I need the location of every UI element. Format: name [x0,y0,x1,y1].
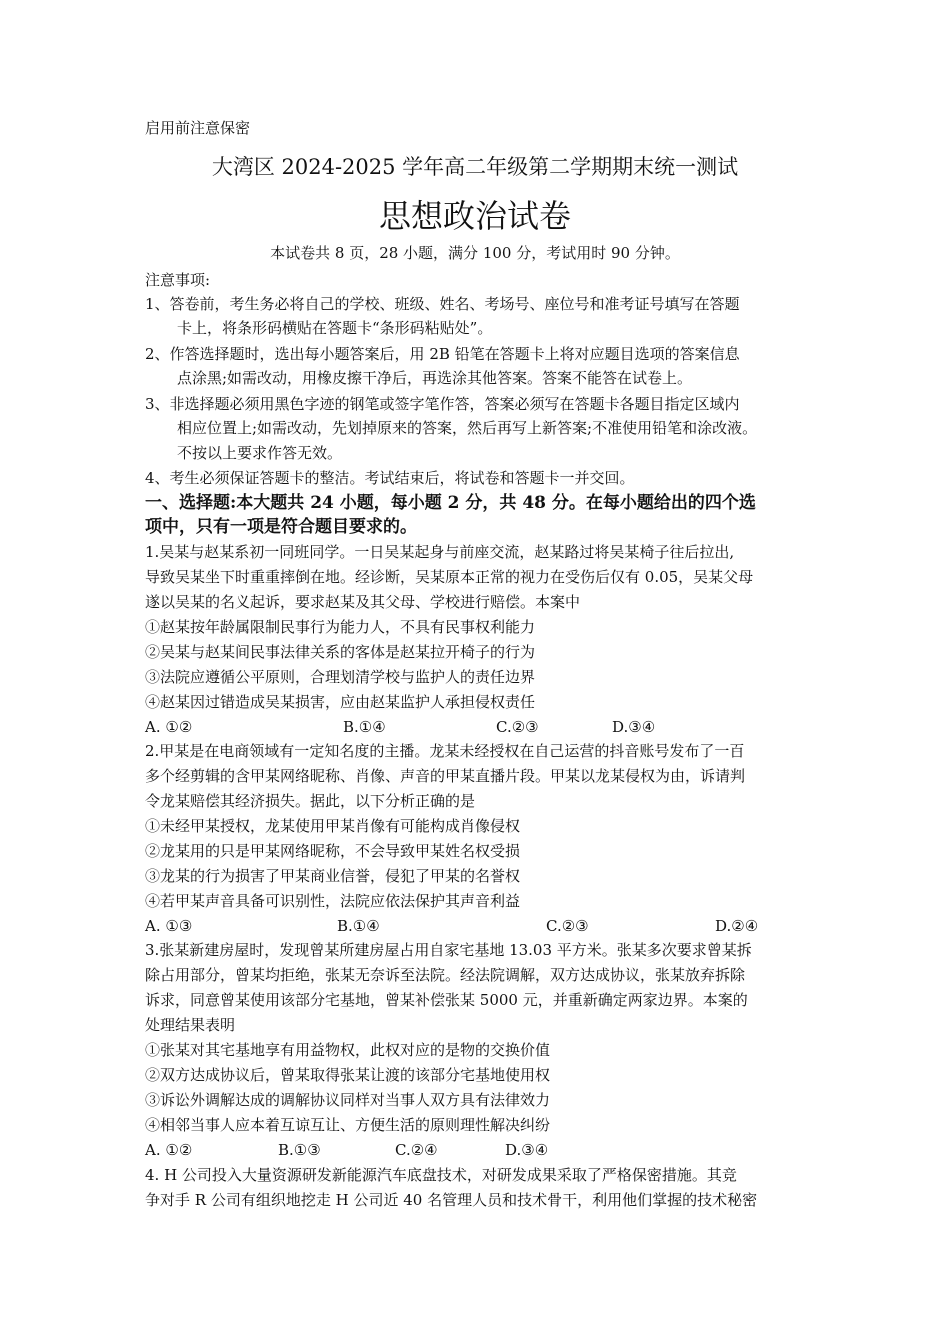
q1-statement-1: ①赵某按年龄属限制民事行为能力人，不具有民事权利能力 [145,618,536,636]
q2-stem-line-1: 2.甲某是在电商领域有一定知名度的主播。龙某未经授权在自己运营的抖音账号发布了一百 [145,742,745,760]
q3-stem-line-2: 除占用部分，曾某均拒绝，张某无奈诉至法院。经法院调解，双方达成协议，张某放弃拆除 [145,966,746,984]
confidential-notice: 启用前注意保密 [145,119,251,137]
q2-stem-line-2: 多个经剪辑的含甲某网络昵称、肖像、声音的甲某直播片段。甲某以龙某侵权为由，诉请判 [145,767,746,785]
q2-statement-2: ②龙某用的只是甲某网络昵称，不会导致甲某姓名权受损 [145,842,521,860]
q3-option-c: C.②④ [395,1141,438,1159]
q3-option-d: D.③④ [505,1141,549,1159]
q2-option-c: C.②③ [546,917,589,935]
q3-statement-4: ④相邻当事人应本着互谅互让、方便生活的原则理性解决纠纷 [145,1116,551,1134]
note-3-line-1: 3、非选择题必须用黑色字迹的钢笔或签字笔作答，答案必须写在答题卡各题目指定区域内 [145,395,740,413]
q1-option-c: C.②③ [496,718,539,736]
note-3-line-2: 相应位置上;如需改动，先划掉原来的答案，然后再写上新答案;不准使用铅笔和涂改液。 [177,419,758,437]
q4-stem-line-1: 4. H 公司投入大量资源研发新能源汽车底盘技术，对研发成果采取了严格保密措施。其竞 [145,1166,737,1184]
q1-stem-line-2: 导致吴某坐下时重重摔倒在地。经诊断，吴某原本正常的视力在受伤后仅有 0.05，吴某父母 [145,568,754,586]
q1-statement-2: ②吴某与赵某间民事法律关系的客体是赵某拉开椅子的行为 [145,643,536,661]
q1-stem-line-3: 遂以吴某的名义起诉，要求赵某及其父母、学校进行赔偿。本案中 [145,593,581,611]
q1-statement-3: ③法院应遵循公平原则，合理划清学校与监护人的责任边界 [145,668,536,686]
q2-option-a: A. ①③ [145,917,193,935]
note-4: 4、考生必须保证答题卡的整洁。考试结束后，将试卷和答题卡一并交回。 [145,469,635,487]
notes-heading: 注意事项: [145,271,211,289]
section-heading-line-1: 一、选择题:本大题共 24 小题，每小题 2 分，共 48 分。在每小题给出的四个选 [145,493,756,513]
q1-statement-4: ④赵某因过错造成吴某损害，应由赵某监护人承担侵权责任 [145,693,536,711]
q3-statement-2: ②双方达成协议后，曾某取得张某让渡的该部分宅基地使用权 [145,1066,551,1084]
note-1-line-2: 卡上，将条形码横贴在答题卡“条形码粘贴处”。 [177,319,493,337]
note-2-line-1: 2、作答选择题时，选出每小题答案后，用 2B 铅笔在答题卡上将对应题目选项的答案信息 [145,345,740,363]
q3-option-b: B.①③ [278,1141,321,1159]
note-1-line-1: 1、答卷前，考生务必将自己的学校、班级、姓名、考场号、座位号和准考证号填写在答题 [145,295,740,313]
q3-option-a: A. ①② [145,1141,193,1159]
q2-option-b: B.①④ [337,917,380,935]
subject-title: 思想政治试卷 [378,197,571,235]
exam-title: 大湾区 2024-2025 学年高二年级第二学期期末统一测试 [211,155,739,179]
section-heading-line-2: 项中，只有一项是符合题目要求的。 [145,517,417,537]
q1-option-a: A. ①② [145,718,193,736]
q2-statement-1: ①未经甲某授权，龙某使用甲某肖像有可能构成肖像侵权 [145,817,521,835]
q3-stem-line-3: 诉求，同意曾某使用该部分宅基地，曾某补偿张某 5000 元，并重新确定两家边界。本案的 [145,991,748,1009]
q3-statement-3: ③诉讼外调解达成的调解协议同样对当事人双方具有法律效力 [145,1091,551,1109]
q1-option-b: B.①④ [343,718,386,736]
q1-stem-line-1: 1.吴某与赵某系初一同班同学。一日吴某起身与前座交流，赵某路过将吴某椅子往后拉出, [145,543,735,561]
q4-stem-line-2: 争对手 R 公司有组织地挖走 H 公司近 40 名管理人员和技术骨干，利用他们掌握的技术秘密 [145,1191,758,1209]
q2-statement-4: ④若甲某声音具备可识别性，法院应依法保护其声音利益 [145,892,521,910]
note-3-line-3: 不按以上要求作答无效。 [177,444,343,462]
q3-stem-line-1: 3.张某新建房屋时，发现曾某所建房屋占用自家宅基地 13.03 平方米。张某多次要求曾某拆 [145,941,752,959]
q2-stem-line-3: 令龙某赔偿其经济损失。据此，以下分析正确的是 [145,792,476,810]
q3-stem-line-4: 处理结果表明 [145,1016,236,1034]
q1-option-d: D.③④ [612,718,656,736]
note-2-line-2: 点涂黑;如需改动，用橡皮擦干净后，再选涂其他答案。答案不能答在试卷上。 [177,369,693,387]
exam-info: 本试卷共 8 页，28 小题，满分 100 分，考试用时 90 分钟。 [270,244,680,262]
q3-statement-1: ①张某对其宅基地享有用益物权，此权对应的是物的交换价值 [145,1041,551,1059]
q2-statement-3: ③龙某的行为损害了甲某商业信誉，侵犯了甲某的名誉权 [145,867,521,885]
q2-option-d: D.②④ [715,917,759,935]
